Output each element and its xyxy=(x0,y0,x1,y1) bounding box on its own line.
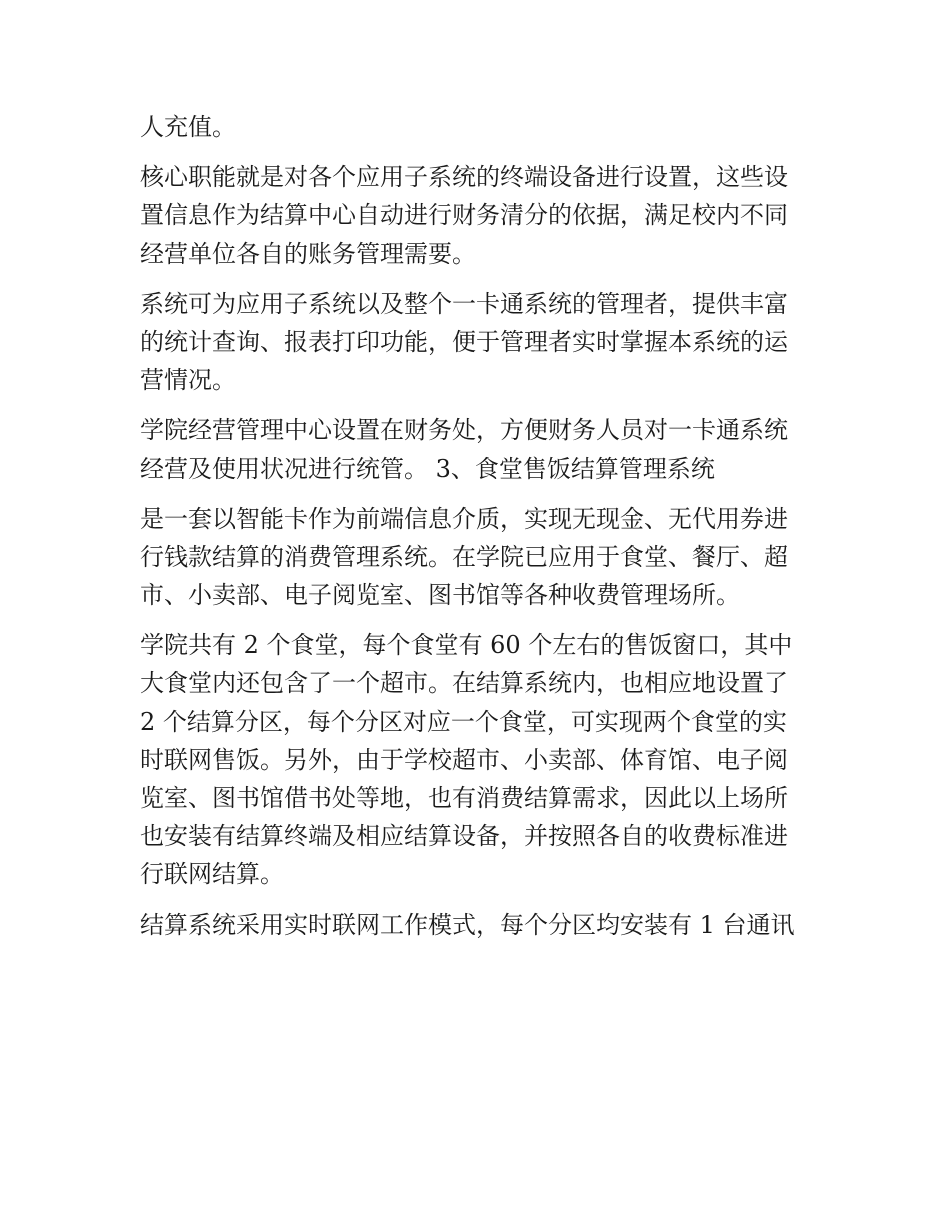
text-line: 置信息作为结算中心自动进行财务清分的依据，满足校内不同 xyxy=(140,201,788,230)
text-line: 人充值。 xyxy=(140,113,236,141)
text-line: 学院共有 2 个食堂，每个食堂有 60 个左右的售饭窗口，其中 xyxy=(140,631,793,660)
text-line: 也安装有结算终端及相应结算设备，并按照各自的收费标准进 xyxy=(140,822,788,851)
text-line: 核心职能就是对各个应用子系统的终端设备进行设置，这些设 xyxy=(140,163,788,192)
text-line: 行钱款结算的消费管理系统。在学院已应用于食堂、餐厅、超 xyxy=(140,542,788,571)
text-line: 经营及使用状况进行统管。 3、食堂售饭结算管理系统 xyxy=(140,454,715,483)
text-line: 经营单位各自的账务管理需要。 xyxy=(140,239,476,268)
text-line: 市、小卖部、电子阅览室、图书馆等各种收费管理场所。 xyxy=(140,581,740,610)
text-line: 学院经营管理中心设置在财务处，方便财务人员对一卡通系统 xyxy=(140,416,788,445)
text-line: 时联网售饭。另外，由于学校超市、小卖部、体育馆、电子阅 xyxy=(140,745,788,774)
text-line: 大食堂内还包含了一个超市。在结算系统内，也相应地设置了 xyxy=(140,669,788,698)
text-line: 是一套以智能卡作为前端信息介质，实现无现金、无代用券进 xyxy=(140,504,788,533)
text-line: 览室、图书馆借书处等地，也有消费结算需求，因此以上场所 xyxy=(140,784,788,812)
text-line: 系统可为应用子系统以及整个一卡通系统的管理者，提供丰富 xyxy=(140,289,788,318)
text-line: 行联网结算。 xyxy=(140,860,284,889)
document-body xyxy=(140,108,815,944)
text-line: 结算系统采用实时联网工作模式，每个分区均安装有 1 台通讯 xyxy=(140,910,795,939)
text-line: 营情况。 xyxy=(140,366,236,395)
text-line: 2 个结算分区，每个分区对应一个食堂，可实现两个食堂的实 xyxy=(140,707,787,736)
text-line: 的统计查询、报表打印功能，便于管理者实时掌握本系统的运 xyxy=(140,327,788,356)
